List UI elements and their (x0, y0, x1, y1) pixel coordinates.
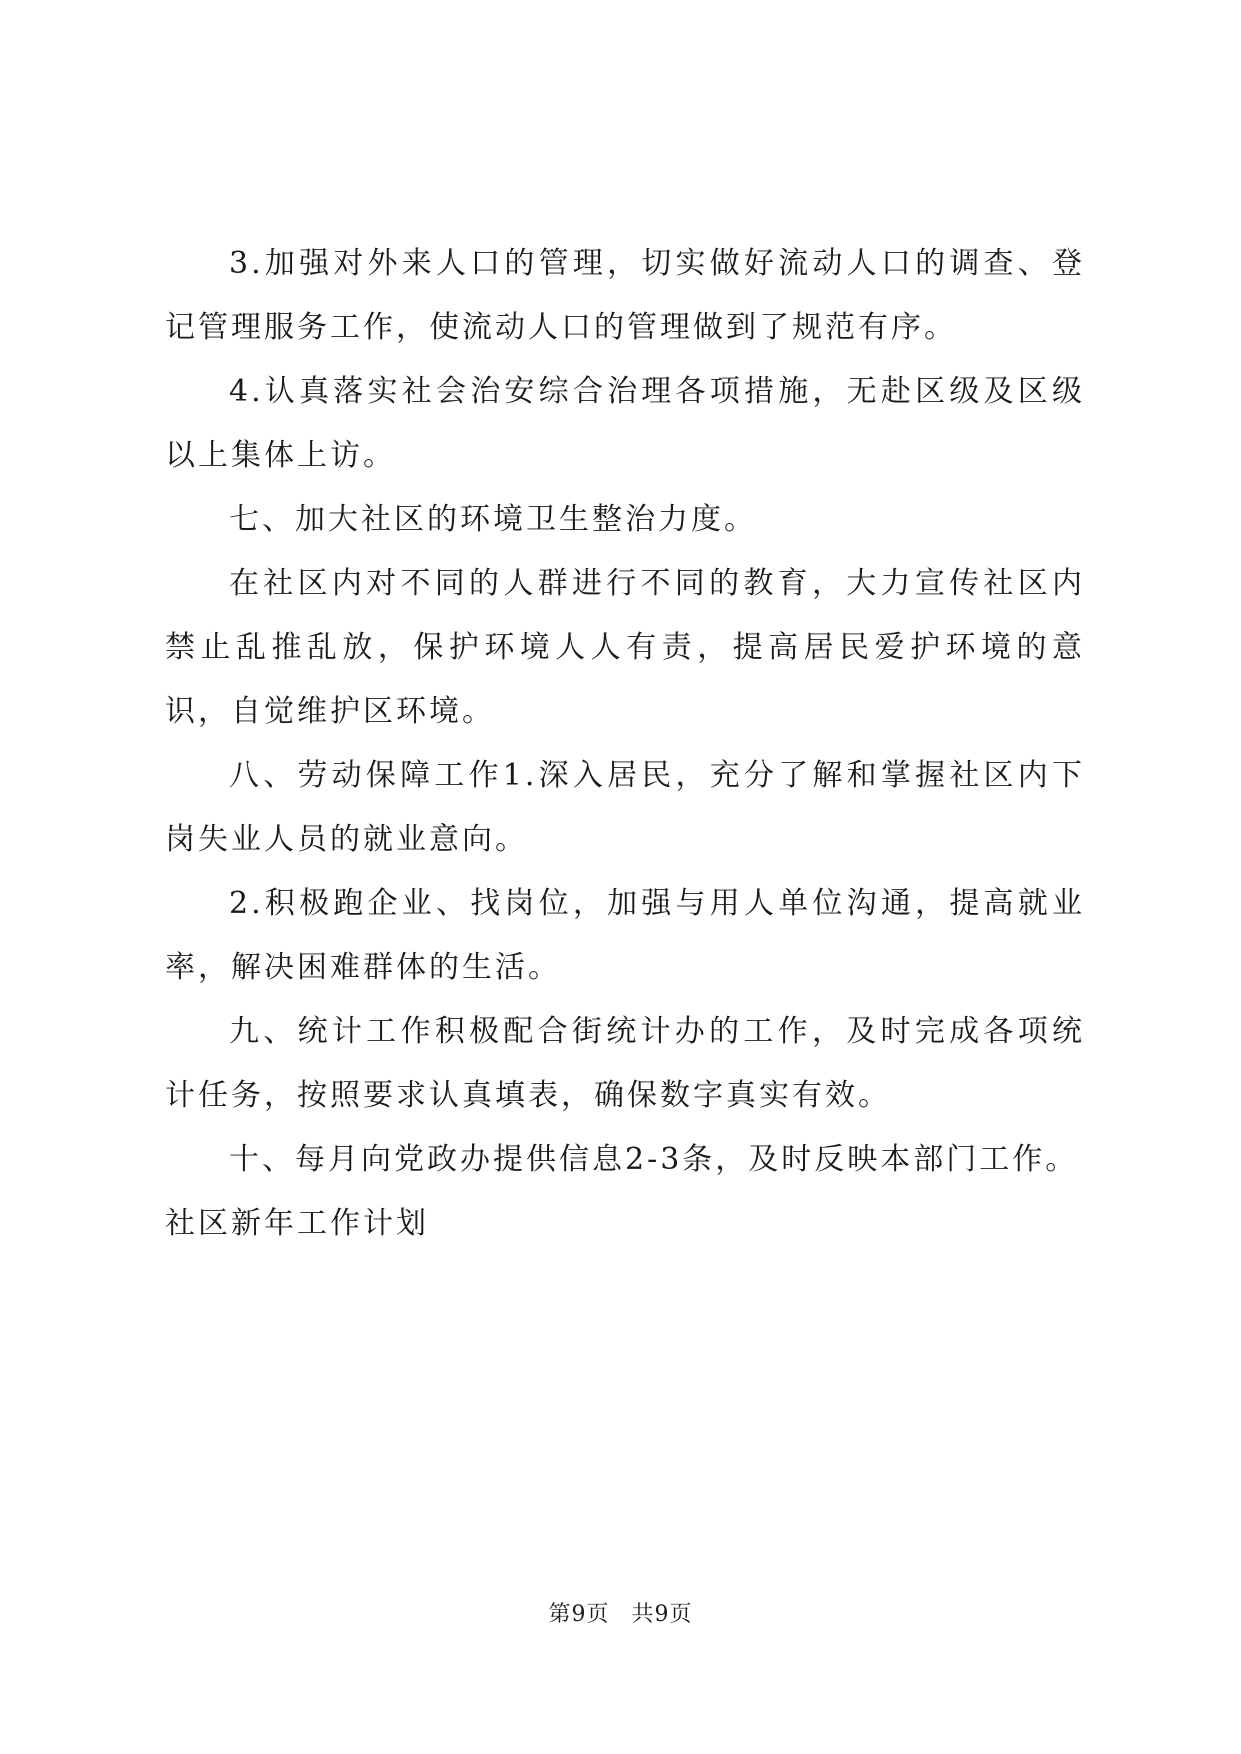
paragraph-6: 2.积极跑企业、找岗位，加强与用人单位沟通，提高就业率，解决困难群体的生活。 (165, 886, 1085, 985)
paragraph-3: 七、加大社区的环境卫生整治力度。 (229, 502, 757, 537)
page-footer (0, 1600, 1241, 1630)
page-total: 共9页 (631, 1602, 693, 1627)
closing-line: 社区新年工作计划 (165, 1206, 429, 1241)
document-body (165, 232, 1085, 1256)
paragraph-4: 在社区内对不同的人群进行不同的教育，大力宣传社区内禁止乱推乱放，保护环境人人有责，提高居民爱护环境的意识，自觉维护区环境。 (165, 566, 1085, 729)
paragraph-8: 十、每月向党政办提供信息2-3条，及时反映本部门工作。 (229, 1142, 1079, 1177)
page-number: 第9页 (548, 1602, 610, 1627)
paragraph-7: 九、统计工作积极配合街统计办的工作，及时完成各项统计任务，按照要求认真填表，确保数字真实有效。 (165, 1014, 1085, 1113)
paragraph-1: 3.加强对外来人口的管理，切实做好流动人口的调查、登记管理服务工作，使流动人口的管理做到了规范有序。 (165, 246, 1085, 345)
paragraph-2: 4.认真落实社会治安综合治理各项措施，无赴区级及区级以上集体上访。 (165, 374, 1085, 473)
paragraph-5: 八、劳动保障工作1.深入居民，充分了解和掌握社区内下岗失业人员的就业意向。 (165, 758, 1085, 857)
